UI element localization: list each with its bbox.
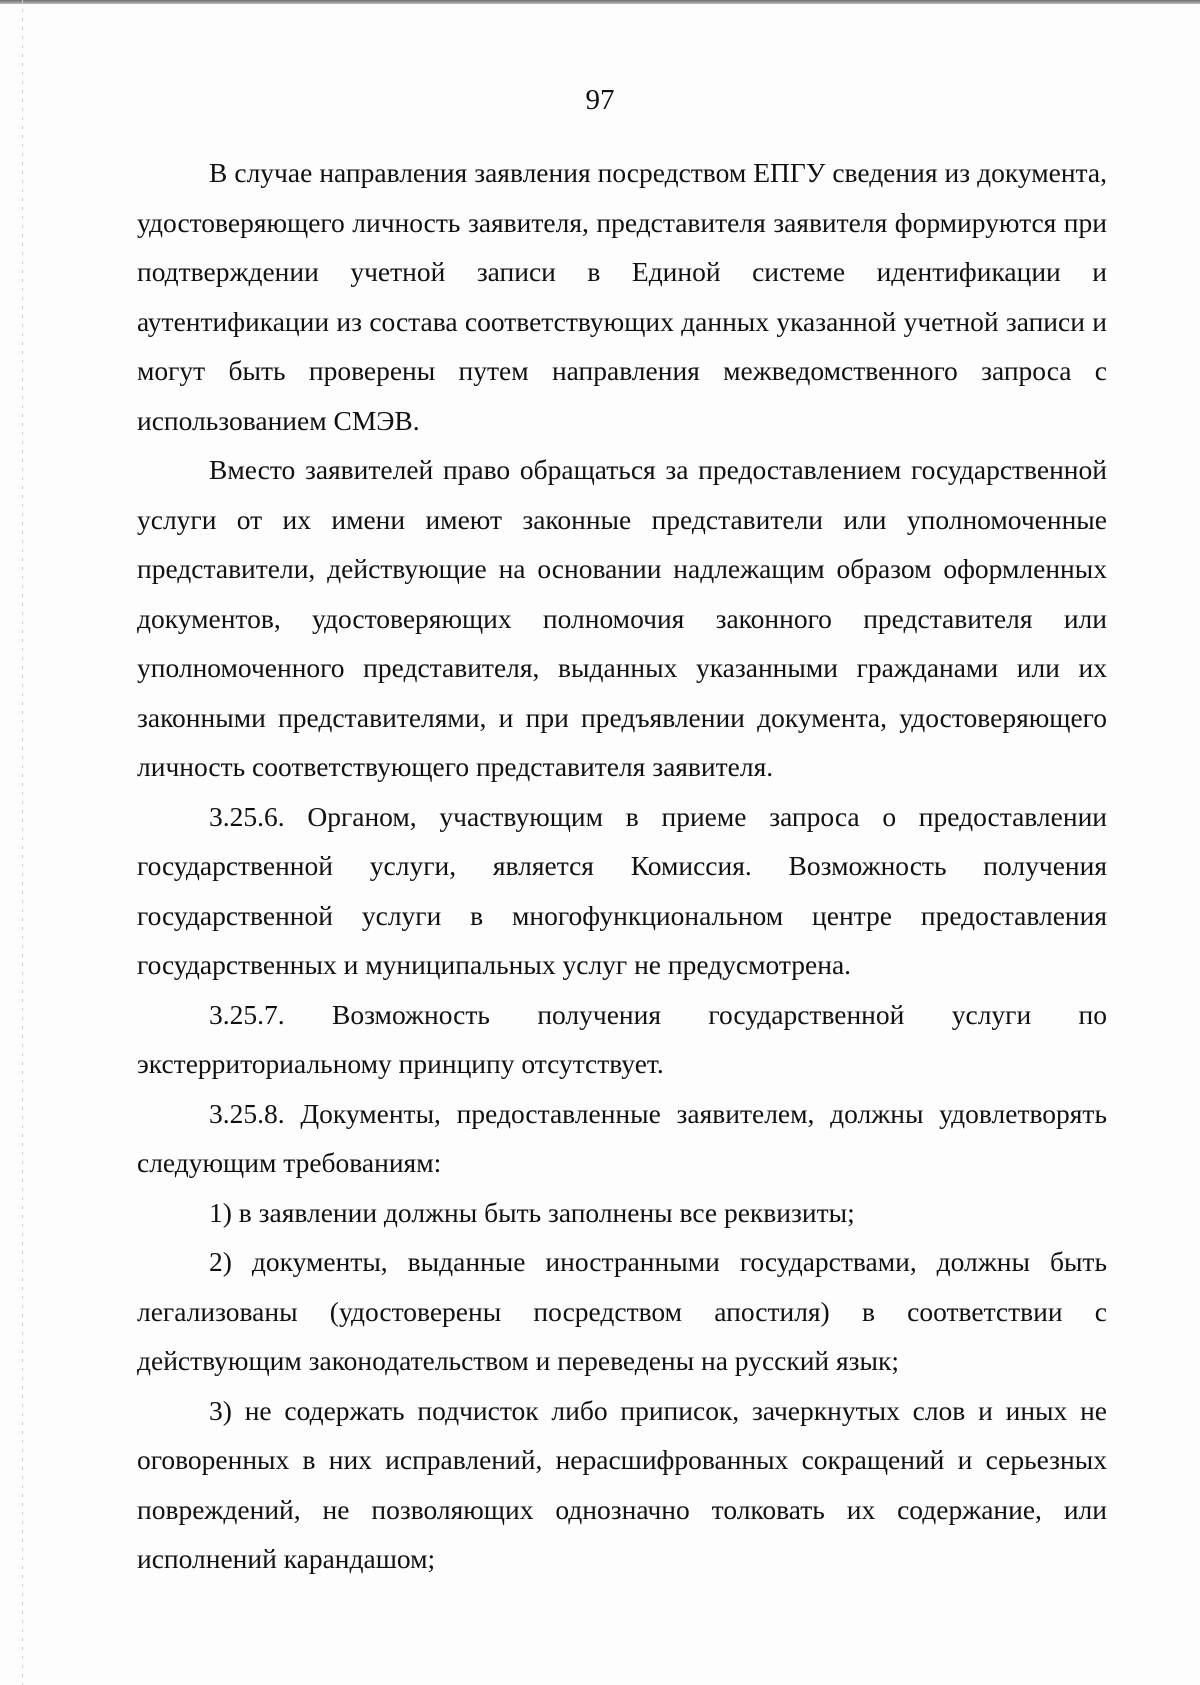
page-number: 97 (585, 84, 615, 116)
list-item-3: 3) не содержать подчисток либо приписок, зачеркнутых слов и иных не оговоренных в них исправлений, нерасшифрованных сокращений и серьезных повреждений, не позволяющих однозначно толковать их содержание, или исполнений карандашом; (137, 1394, 1107, 1574)
list-item-1: 1) в заявлении должны быть заполнены все реквизиты; (209, 1196, 855, 1228)
document-body (137, 148, 1107, 1584)
paragraph-3-25-7: 3.25.7. Возможность получения государственной услуги по экстерриториальному принципу отсутствует. (137, 998, 1107, 1079)
paragraph-epgu-identity: В случае направления заявления посредством ЕПГУ сведения из документа, удостоверяющего личность заявителя, представителя заявителя формируются при подтверждении учетной записи в Единой системе идентификации и аутентификации из состава соответствующих данных указанной учетной записи и могут быть проверены путем направления межведомственного запроса с использованием СМЭВ. (137, 157, 1107, 436)
scan-top-edge (0, 0, 1200, 4)
paragraph-representatives: Вместо заявителей право обращаться за предоставлением государственной услуги от их имени имеют законные представители или уполномоченные представители, действующие на основании надлежащим образом оформленных документов, удостоверяющих полномочия законного представителя или уполномоченного представителя, выданных указанными гражданами или их законными представителями, и при предъявлении документа, удостоверяющего личность соответствующего представителя заявителя. (137, 454, 1107, 782)
scan-left-edge (22, 0, 23, 1685)
paragraph-3-25-6: 3.25.6. Органом, участвующим в приеме запроса о предоставлении государственной услуги, является Комиссия. Возможность получения государственной услуги в многофункциональном центре предоставления государственных и муниципальных услуг не предусмотрена. (137, 800, 1107, 980)
paragraph-3-25-8: 3.25.8. Документы, предоставленные заявителем, должны удовлетворять следующим требованиям: (137, 1097, 1107, 1178)
list-item-2: 2) документы, выданные иностранными государствами, должны быть легализованы (удостоверены посредством апостиля) в соответствии с действующим законодательством и переведены на русский язык; (137, 1246, 1107, 1376)
